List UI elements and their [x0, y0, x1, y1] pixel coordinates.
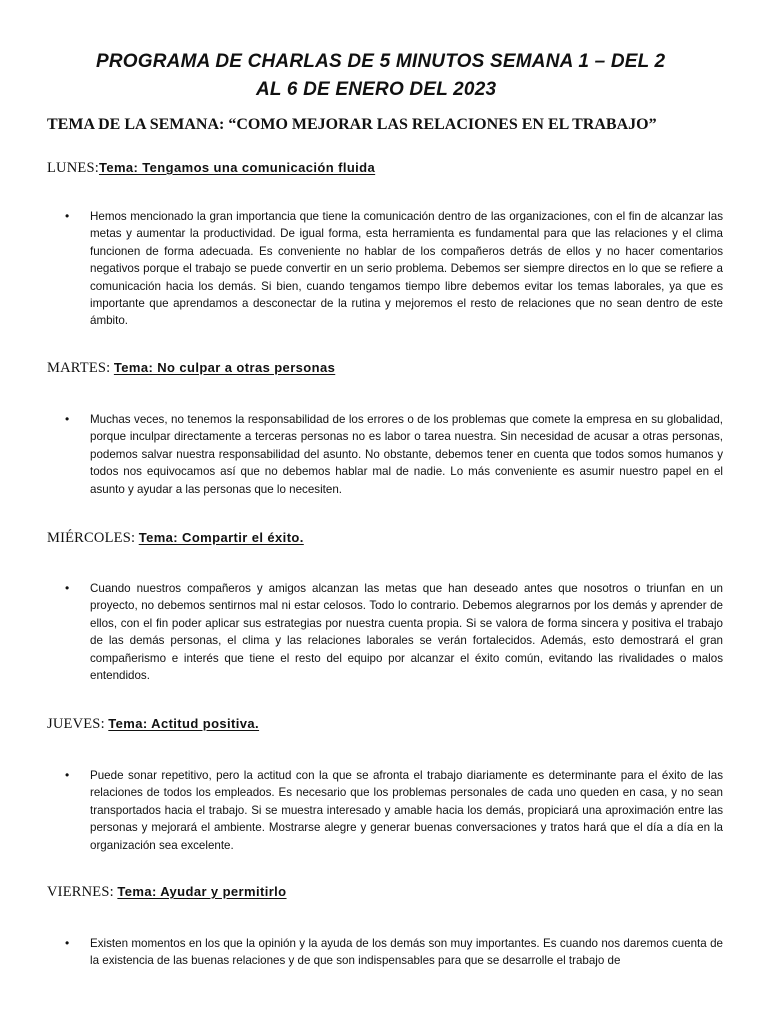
- list-item: [47, 767, 723, 854]
- paragraph-text: Puede sonar repetitivo, pero la actitud con la que se afronta el trabajo diariamente es determinante para el éxito de las relaciones de todos los empleados. Es necesario que los problemas personales de cada uno queden en casa, y no sean transportados hacia el trabajo. Si se muestra interesado y amable hacia los demás, propiciará una aproximación entre las personas y mejorará el ambiente. Mostrarse alegre y generar buenas conversaciones y tratos hará que el día a día en la organización sea excelente.: [90, 769, 723, 852]
- day-topic: Tema: Actitud positiva.: [108, 716, 260, 731]
- day-heading-martes: [47, 360, 747, 377]
- paragraph-text: Muchas veces, no tenemos la responsabilidad de los errores o de los problemas que comete la empresa en su globalidad, porque inculpar directamente a terceras personas no es labor o tarea nuestra. Sin necesidad de acusar a otras personas, podemos salvar nuestra responsabilidad del asunto. No obstante, debemos tener en cuenta que todos somos humanos y todos nos equivocamos así que no debemos hablar mal de nadie. Lo más conveniente es asumir nuestro papel en el asunto y ayudar a las personas que lo necesiten.: [90, 413, 723, 496]
- bullet-icon: •: [65, 209, 70, 223]
- day-name: VIERNES:: [47, 884, 114, 900]
- document-title: [96, 48, 736, 104]
- day-heading-jueves: [47, 716, 747, 733]
- title-line-2: AL 6 DE ENERO DEL 2023: [256, 79, 497, 100]
- list-item: [47, 580, 723, 684]
- day-paragraph-jueves: [47, 767, 723, 854]
- day-heading-lunes: [47, 160, 747, 177]
- day-heading-viernes: [47, 884, 747, 901]
- paragraph-text: Cuando nuestros compañeros y amigos alcanzan las metas que han deseado antes que nosotros o triunfan en un proyecto, no debemos sentirnos mal ni estar celosos. Todo lo contrario. Debemos alegrarnos por los demás y aprender de ellos, con el fin poder aplicar sus estrategias por nuestra cuenta propia. Si se valora de forma sincera y positiva el trabajo de las demás personas, el clima y las relaciones laborales se verán fortalecidos. Además, esto demostrará el gran compañerismo e interés que tiene el resto del equipo por alcanzar el éxito común, evitando las rivalidades o malos entendidos.: [90, 582, 723, 683]
- day-topic: Tema: Tengamos una comunicación fluida: [98, 160, 376, 175]
- day-heading-miercoles: [47, 530, 747, 547]
- bullet-icon: •: [65, 581, 70, 595]
- list-item: [47, 208, 723, 330]
- day-name: JUEVES:: [47, 716, 105, 732]
- paragraph-text: Existen momentos en los que la opinión y la ayuda de los demás son muy importantes. Es cuando nos daremos cuenta de la existencia de las buenas relaciones y de que son indispensables para que se desarrolle el trabajo de: [90, 937, 723, 968]
- day-paragraph-miercoles: [47, 580, 723, 684]
- bullet-icon: •: [65, 936, 70, 950]
- day-name: LUNES:: [47, 160, 99, 176]
- list-item: [47, 411, 723, 498]
- week-topic: TEMA DE LA SEMANA: “COMO MEJORAR LAS RELACIONES EN EL TRABAJO”: [47, 116, 657, 133]
- day-topic: Tema: Compartir el éxito.: [138, 530, 304, 545]
- bullet-icon: •: [65, 412, 70, 426]
- title-line-1: PROGRAMA DE CHARLAS DE 5 MINUTOS SEMANA 1 – DEL 2: [96, 51, 666, 72]
- list-item: [47, 935, 723, 970]
- bullet-icon: •: [65, 768, 70, 782]
- day-topic: Tema: No culpar a otras personas: [113, 360, 336, 375]
- day-paragraph-viernes: [47, 935, 723, 970]
- day-topic: Tema: Ayudar y permitirlo: [117, 884, 287, 899]
- day-paragraph-lunes: [47, 208, 723, 330]
- day-name: MARTES:: [47, 360, 111, 376]
- day-paragraph-martes: [47, 411, 723, 498]
- day-name: MIÉRCOLES:: [47, 530, 136, 546]
- paragraph-text: Hemos mencionado la gran importancia que tiene la comunicación dentro de las organizaciones, con el fin de alcanzar las metas y aumentar la productividad. De igual forma, esta herramienta es fundamental para que las relaciones y el clima funcionen de forma adecuada. Es conveniente no hablar de los compañeros detrás de ellos y no hacer comentarios negativos porque el trabajo se puede convertir en un serio problema. Debemos ser siempre directos en lo que se refiere a comunicación hacia los demás. Si bien, cuando tengamos tiempo libre debemos evitar los temas laborales, ya que es importante que aprendamos a desconectar de la rutina y mejoremos el resto de relaciones que no sean dentro de este ámbito.: [90, 210, 723, 328]
